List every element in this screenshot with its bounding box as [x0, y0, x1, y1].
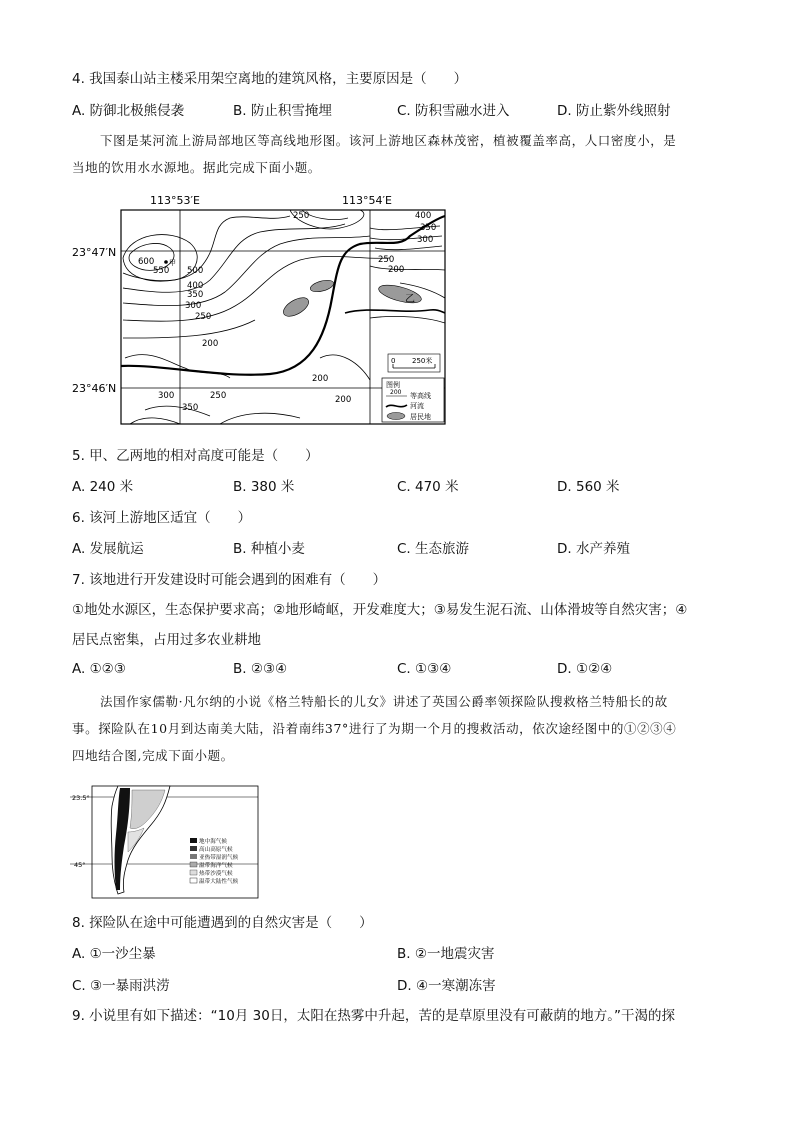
- q9-stem: 9. 小说里有如下描述：“10月 30日，太阳在热雾中升起，苦的是草原里没有可蔽荫的地方。”干渴的探: [72, 1008, 676, 1024]
- contour-label: 350: [420, 223, 437, 233]
- contour-label: 350: [182, 403, 199, 413]
- q8-option-b: B. ②一地震灾害: [397, 946, 495, 962]
- map2-legend-item: 热带沙漠气候: [199, 871, 233, 877]
- q6-option-d: D. 水产养殖: [557, 541, 630, 557]
- contour-label: 400: [187, 281, 204, 291]
- map2-lat-top: 23.5°: [72, 794, 90, 802]
- map2-legend-item: 温带海洋气候: [199, 863, 233, 869]
- q4-option-d: D. 防止紫外线照射: [557, 103, 671, 119]
- contour-label: 500: [187, 266, 204, 276]
- q7-statements: [72, 595, 722, 655]
- map2-legend-item: 温带大陆性气候: [199, 879, 239, 885]
- q8-option-d: D. ④一寒潮冻害: [397, 978, 496, 994]
- q8-stem: 8. 探险队在途中可能遭遇到的自然灾害是（ ）: [72, 915, 373, 931]
- q6-stem: 6. 该河上游地区适宜（ ）: [72, 510, 252, 526]
- q8-option-a: A. ①一沙尘暴: [72, 946, 156, 962]
- contour-label: 200: [202, 339, 219, 349]
- peak-point: [164, 260, 168, 264]
- contour-label: 250: [195, 312, 212, 322]
- q4-stem: 4. 我国泰山站主楼采用架空离地的建筑风格，主要原因是（ ）: [72, 71, 468, 87]
- contour-map: [70, 188, 460, 430]
- q7-option-a: A. ①②③: [72, 661, 126, 677]
- map2-legend-item: 亚热带湿润气候: [199, 855, 239, 861]
- contour-label: 200: [312, 374, 329, 384]
- contour-label: 250: [293, 211, 310, 221]
- contour-label: 350: [187, 290, 204, 300]
- intro2-line1: 法国作家儒勒·凡尔纳的小说《格兰特船长的儿女》讲述了英国公爵率领探险队搜救格兰特船长的故: [100, 694, 668, 709]
- legend-settlement-label: 居民地: [410, 413, 431, 421]
- map2-legend-item: 地中海气候: [199, 839, 227, 845]
- q5-option-d: D. 560 米: [557, 479, 620, 495]
- legend-river-label: 河流: [410, 402, 424, 410]
- contour-label: 250: [378, 255, 395, 265]
- q7-line1: ①地处水源区，生态保护要求高；②地形崎岖，开发难度大；③易发生泥石流、山体滑坡等自然灾害；④: [72, 602, 688, 618]
- q5-stem: 5. 甲、乙两地的相对高度可能是（ ）: [72, 448, 319, 464]
- map-legend: [382, 378, 444, 422]
- q7-line2: 居民点密集，占用过多农业耕地: [72, 632, 261, 648]
- q6-option-a: A. 发展航运: [72, 541, 144, 557]
- contour-label: 300: [185, 301, 202, 311]
- legend-title: 图例: [386, 381, 400, 389]
- map2-legend-item: 高山高原气候: [199, 847, 233, 853]
- contour-label: 300: [158, 391, 175, 401]
- scale-zero: 0: [391, 357, 396, 365]
- south-america-climate-map: [70, 782, 260, 900]
- scale-bar: [388, 354, 440, 372]
- intro2-line2: 事。探险队在10月到达南美大陆，沿着南纬37°进行了为期一个月的搜救活动，依次途经图中的①②③④: [72, 721, 677, 736]
- q6-option-c: C. 生态旅游: [397, 541, 470, 557]
- q4-option-b: B. 防止积雪掩埋: [233, 103, 332, 119]
- intro2-line3: 四地结合图,完成下面小题。: [72, 748, 234, 763]
- legend-contour-label: 等高线: [410, 392, 431, 400]
- contour-label: 200: [388, 265, 405, 275]
- q5-option-b: B. 380 米: [233, 479, 295, 495]
- q8-option-c: C. ③一暴雨洪涝: [72, 978, 170, 994]
- lon-right-label: 113°54′E: [342, 194, 392, 207]
- legend-contour-value: 200: [390, 389, 402, 396]
- q7-option-b: B. ②③④: [233, 661, 288, 677]
- contour-label: 300: [417, 235, 434, 245]
- lat-bottom-label: 23°46′N: [72, 382, 117, 395]
- contour-label: 250: [210, 391, 227, 401]
- q4-option-c: C. 防积雪融水进入: [397, 103, 510, 119]
- map2-lat-bottom: 45°: [74, 861, 86, 869]
- place-jia-label: 甲: [169, 259, 176, 267]
- lon-left-label: 113°53′E: [150, 194, 200, 207]
- q7-option-c: C. ①③④: [397, 661, 452, 677]
- q5-option-a: A. 240 米: [72, 479, 134, 495]
- contour-label: 550: [153, 266, 170, 276]
- intro-passage-1: [72, 127, 722, 181]
- contour-label: 400: [415, 211, 432, 221]
- q6-option-b: B. 种植小麦: [233, 541, 305, 557]
- lat-top-label: 23°47′N: [72, 246, 117, 259]
- contour-label: 200: [335, 395, 352, 405]
- scale-value: 250米: [412, 357, 433, 365]
- q7-stem: 7. 该地进行开发建设时可能会遇到的困难有（ ）: [72, 572, 387, 588]
- q7-option-d: D. ①②④: [557, 661, 613, 677]
- q4-option-a: A. 防御北极熊侵袭: [72, 103, 185, 119]
- intro-passage-2: [72, 688, 722, 769]
- contour-label: 600: [138, 257, 155, 267]
- intro1-line2: 当地的饮用水水源地。据此完成下面小题。: [72, 160, 321, 175]
- intro1-line1: 下图是某河流上游局部地区等高线地形图。该河上游地区森林茂密，植被覆盖率高，人口密度小，是: [100, 133, 677, 148]
- place-yi-label: 乙: [405, 294, 415, 305]
- q5-option-c: C. 470 米: [397, 479, 459, 495]
